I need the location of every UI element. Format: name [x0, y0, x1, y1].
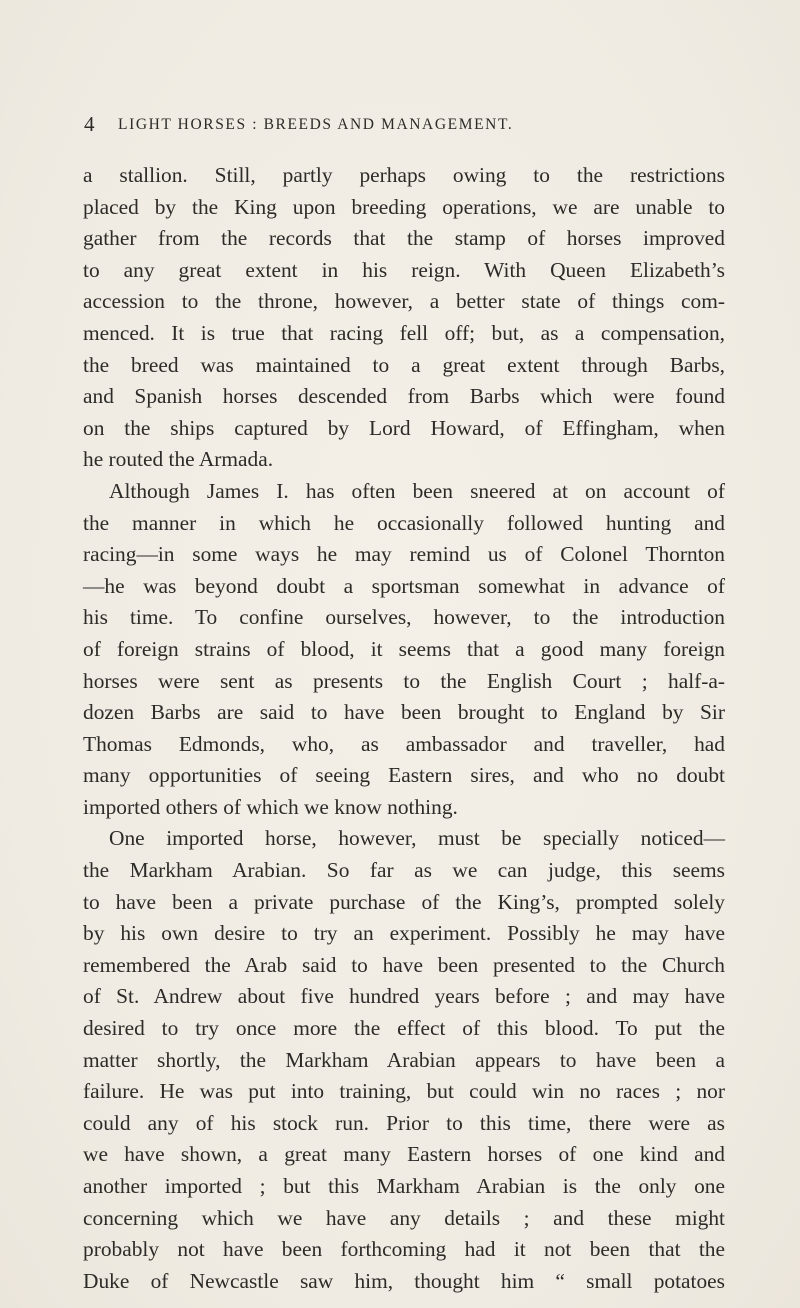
text-line: to have been a private purchase of the King’s, prompted solely [83, 889, 725, 914]
text-line: concerning which we have any details ; and these might [83, 1205, 725, 1230]
running-title: LIGHT HORSES : BREEDS AND MANAGEMENT. [118, 116, 514, 133]
text-line: matter shortly, the Markham Arabian appears to have been a [83, 1047, 725, 1072]
text-line: —he was beyond doubt a sportsman somewhat in advance of [83, 573, 725, 598]
text-line: we have shown, a great many Eastern horses of one kind and [83, 1142, 725, 1167]
text-line: on the ships captured by Lord Howard, of Effingham, when [83, 415, 725, 440]
text-line: the manner in which he occasionally followed hunting and [83, 510, 725, 535]
text-line: placed by the King upon breeding operations, we are unable to [83, 194, 725, 219]
text-line: to any great extent in his reign. With Queen Elizabeth’s [83, 257, 725, 282]
page-number: 4 [84, 112, 95, 136]
text-line: another imported ; but this Markham Arabian is the only one [83, 1174, 725, 1198]
text-line: Duke of Newcastle saw him, thought him “ small potatoes [83, 1268, 725, 1293]
paragraph-first-line: One imported horse, however, must be specially noticed— [109, 826, 725, 851]
text-line: by his own desire to try an experiment. Possibly he may have [83, 921, 725, 946]
text-line: the breed was maintained to a great extent through Barbs, [83, 352, 725, 377]
text-line: remembered the Arab said to have been presented to the Church [83, 952, 725, 977]
text-line: horses were sent as presents to the English Court ; half-a- [83, 668, 725, 693]
text-line: probably not have been forthcoming had it not been that the [83, 1237, 725, 1262]
text-line: the Markham Arabian. So far as we can judge, this seems [83, 858, 725, 883]
text-line: racing—in some ways he may remind us of Colonel Thornton [83, 542, 725, 567]
text-line: of St. Andrew about five hundred years before ; and may have [83, 984, 725, 1009]
text-line: he routed the Armada. [83, 447, 274, 472]
text-line: failure. He was put into training, but could win no races ; nor [83, 1079, 725, 1104]
text-line: of foreign strains of blood, it seems that a good many foreign [83, 636, 725, 661]
text-line: imported others of which we know nothing. [83, 794, 458, 819]
running-head [84, 112, 724, 136]
text-line: Thomas Edmonds, who, as ambassador and traveller, had [83, 731, 725, 756]
text-line: gather from the records that the stamp of horses improved [83, 226, 725, 251]
text-line: and Spanish horses descended from Barbs which were found [83, 384, 725, 409]
text-line: dozen Barbs are said to have been brought to England by Sir [83, 700, 725, 725]
text-line: many opportunities of seeing Eastern sires, and who no doubt [83, 763, 725, 788]
text-line: accession to the throne, however, a better state of things com- [83, 289, 725, 314]
body-text [83, 160, 725, 1297]
text-line: a stallion. Still, partly perhaps owing to the restrictions [83, 163, 725, 187]
text-line: menced. It is true that racing fell off; but, as a compensation, [83, 320, 725, 345]
paragraph-first-line: Although James I. has often been sneered at on account of [109, 478, 725, 503]
text-line: his time. To confine ourselves, however, to the introduction [83, 605, 725, 630]
text-line: desired to try once more the effect of this blood. To put the [83, 1016, 725, 1041]
text-line: could any of his stock run. Prior to this time, there were as [83, 1110, 725, 1135]
